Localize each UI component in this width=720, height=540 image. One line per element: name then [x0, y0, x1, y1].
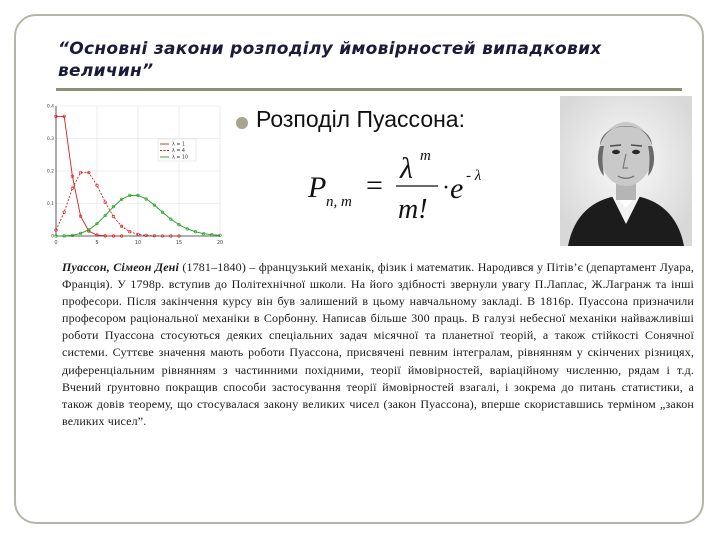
poisson-portrait — [560, 96, 692, 246]
series-line — [56, 116, 122, 236]
biography-name: Пуассон, Сімеон Дені — [62, 260, 179, 274]
data-point — [104, 201, 107, 204]
poisson-chart — [42, 100, 230, 248]
formula-denominator: m! — [398, 194, 428, 225]
legend-label: λ = 4 — [172, 149, 185, 155]
y-tick-label: 0.3 — [46, 137, 54, 142]
y-tick-label: 0 — [51, 234, 54, 240]
biography-paragraph — [62, 259, 694, 430]
data-point — [112, 215, 115, 218]
x-tick-label: 10 — [134, 240, 142, 246]
title-divider — [56, 88, 682, 91]
x-tick-label: 5 — [95, 240, 99, 246]
formula-exp-power: - λ — [466, 168, 482, 184]
formula-dot: · — [442, 175, 450, 201]
y-tick-label: 0.1 — [46, 202, 54, 207]
formula-e: e — [450, 172, 464, 205]
series-line — [56, 173, 179, 236]
slide-title: “Основні закони розподілу ймовірностей випадкових величин” — [58, 39, 602, 81]
legend-label: λ = 1 — [172, 142, 185, 148]
formula-p: P — [308, 171, 327, 204]
x-tick-label: 20 — [216, 240, 224, 246]
bullet-heading: Розподіл Пуассона: — [256, 106, 465, 132]
formula-lambda-exp: m — [420, 148, 431, 164]
bullet-dot-icon — [236, 117, 248, 129]
x-tick-label: 0 — [54, 240, 58, 246]
legend-label: λ = 10 — [172, 155, 189, 161]
y-tick-label: 0.4 — [46, 104, 54, 110]
formula-equals: = — [366, 169, 383, 202]
formula-subscript: n, m — [326, 194, 352, 210]
biography-text: (1781–1840) – французький механік, фізик і математик. Народився у Пітів’є (департамент Луара, Франція). У 1798р. вступив до Політехнічної школи. На його здібності звернули увагу П.Лаплас, Ж.Лагранж та інші професори. Після закінчення курсу він був залишений в цьому навчальному закладі. В 1816р. Пуассона призначили професором раціональної механіки в Сорбонну. Написав більше 300 праць. В галузі небесної механіки найважливіші роботи Пуассона стосуються деяких спеціальних задач місячної та планетної теорій, а також стійкості Сонячної системи. Суттєве значення мають роботи Пуассона, присвячені певним інтегралам, рівнянням у скінчених різницях, диференціальним рівнянням з частинними похідними, теорії ймовірностей, варіаційному численню, рядам і т.д. Вчений ґрунтовно покращив способи застосування теорії ймовірностей взагалі, і зокрема до питань статистики, а також довів теорему, що стосувалася закону великих чисел (закон Пуассона), вперше скориставшись терміном „закон великих чисел”. — [62, 260, 694, 428]
y-tick-label: 0.2 — [46, 169, 54, 175]
x-tick-label: 15 — [175, 240, 183, 246]
poisson-formula — [300, 140, 500, 230]
formula-lambda: λ — [400, 152, 413, 185]
